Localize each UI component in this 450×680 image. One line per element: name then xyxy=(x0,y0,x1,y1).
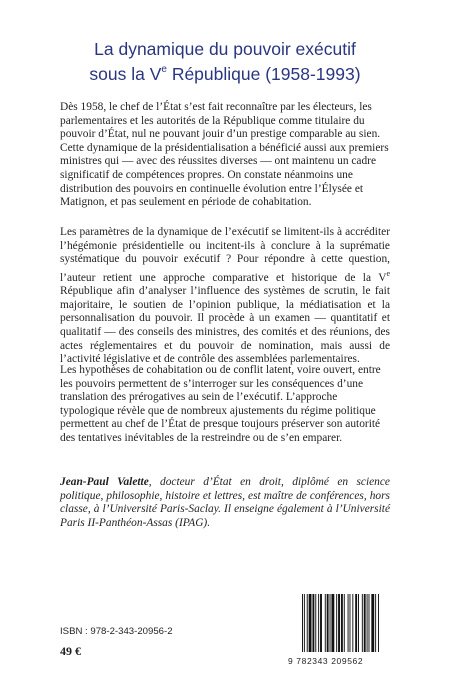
paragraph-2-start: Les paramètres de la dynamique de l’exécutif se limitent-ils à accréditer l’hégémonie présidentielle ou incitent-ils à conclure à la suprématie systématique du pouvoir exécutif ? Pour répondre à cette question, l’auteur retient une approche comparative et historique de la V xyxy=(60,226,390,284)
author-name: Jean-Paul Valette xyxy=(60,476,149,488)
title-line-2 xyxy=(40,60,410,85)
title-line-1: La dynamique du pouvoir exécutif xyxy=(94,39,356,59)
paragraph-2-superscript: e xyxy=(386,268,390,278)
paragraph-2-end: République afin d’analyser l’influence des systèmes de scrutin, le fait majoritaire, le soutien de l’opinion publique, la médiatisation et la personnalisation du pouvoir. Il procède à un examen — quantitatif et qualitatif — des conseils des ministres, des comités et des réunions, des actes réglementaires et du pouvoir de nomination, mais aussi de l’activité législative et de contrôle des assemblées parlementaires. xyxy=(60,285,390,366)
summary-paragraph-3: Les hypothèses de cohabitation ou de conflit latent, voire ouvert, entre les pouvoirs permettent de s’interroger sur les conséquences d’une translation des prérogatives au sein de l’exécutif. L’approche typologique révèle que de nombreux ajustements du régime politique permettent au chef de l’État de presque toujours préserver son autorité des tentatives inévitables de la restreindre ou de s’en emparer. xyxy=(60,364,381,444)
title-line-2-start: sous la V xyxy=(89,63,162,84)
book-title xyxy=(40,38,410,85)
author-bio xyxy=(60,476,390,530)
barcode-number: 9 782343 209562 xyxy=(288,656,364,666)
isbn-label: ISBN : 978-2-343-20956-2 xyxy=(60,626,173,637)
summary-paragraph-1: Dès 1958, le chef de l’État s’est fait reconnaître par les électeurs, les parlementaires et les autorités de la République comme titulaire du pouvoir d’État, nul ne pouvant jouir d’un prestige comparable au sien. Cette dynamique de la présidentialisation a bénéficié aussi aux premiers ministres qui — avec des réussites diverses — ont maintenu un cadre significatif de compétences propres. On constate néanmoins une distribution des pouvoirs en continuelle évolution entre l’Élysée et Matignon, et pas seulement en période de cohabitation. xyxy=(60,101,389,209)
title-line-2-end: République (1958-1993) xyxy=(166,63,361,84)
summary-paragraph-2 xyxy=(60,226,390,367)
price-label: 49 € xyxy=(60,644,81,658)
barcode-image xyxy=(300,592,396,654)
author-bio-text: , docteur d’État en droit, diplômé en science politique, philosophie, histoire et lettres, est maître de conférences, hors classe, à l’Université Paris-Saclay. Il enseigne également à l’Université Paris II-Panthéon-Assas (IPAG). xyxy=(60,476,390,529)
title-superscript: e xyxy=(161,64,167,75)
